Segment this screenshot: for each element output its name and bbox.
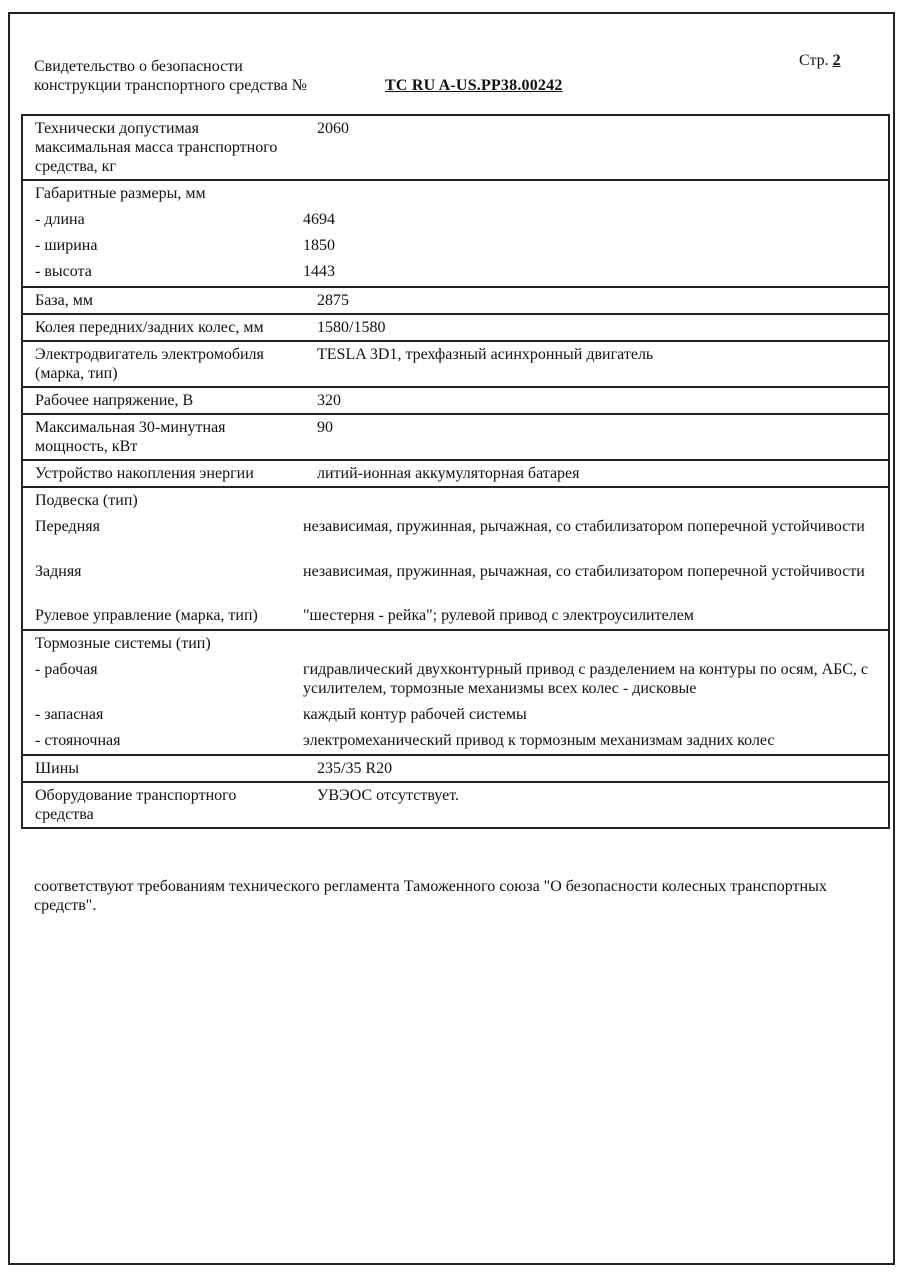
certificate-number: TC RU A-US.PP38.00242 xyxy=(385,77,563,94)
suspension-heading: Подвеска (тип) xyxy=(35,492,138,509)
page-indicator xyxy=(799,52,841,70)
label-power: Максимальная 30-минутная мощность, кВт xyxy=(35,419,226,455)
service-brake-label: - рабочая xyxy=(35,661,98,678)
spare-brake-label: - запасная xyxy=(35,706,104,723)
row-tires xyxy=(22,755,889,782)
label-motor: Электродвигатель электромобиля (марка, тип) xyxy=(35,346,264,382)
spec-table xyxy=(21,114,890,829)
height-value: 1443 xyxy=(303,263,335,280)
rear-suspension-value: независимая, пружинная, рычажная, со стабилизатором поперечной устойчивости xyxy=(303,563,865,580)
label-equipment: Оборудование транспортного средства xyxy=(35,787,237,823)
page-number: 2 xyxy=(832,52,841,69)
row-brakes xyxy=(22,630,889,755)
steering-value: "шестерня - рейка"; рулевой привод с электроусилителем xyxy=(303,607,694,624)
label-track: Колея передних/задних колес, мм xyxy=(35,319,264,336)
rear-suspension-label: Задняя xyxy=(35,563,82,580)
header-line-1: Свидетельство о безопасности xyxy=(34,58,243,75)
width-label: - ширина xyxy=(35,237,98,254)
spare-brake-value: каждый контур рабочей системы xyxy=(303,706,527,723)
brakes-heading: Тормозные системы (тип) xyxy=(35,635,211,652)
row-motor xyxy=(22,341,889,387)
row-power xyxy=(22,414,889,460)
row-mass xyxy=(22,115,889,180)
value-mass: 2060 xyxy=(317,120,349,137)
value-power: 90 xyxy=(317,419,333,436)
header-line-2: конструкции транспортного средства № xyxy=(34,77,308,94)
value-tires: 235/35 R20 xyxy=(317,760,393,777)
parking-brake-value: электромеханический привод к тормозным механизмам задних колес xyxy=(303,732,775,749)
front-suspension-label: Передняя xyxy=(35,518,100,535)
parking-brake-label: - стояночная xyxy=(35,732,121,749)
length-value: 4694 xyxy=(303,211,335,228)
value-equipment: УВЭОС отсутствует. xyxy=(317,787,460,804)
value-track: 1580/1580 xyxy=(317,319,386,336)
front-suspension-value: независимая, пружинная, рычажная, со стабилизатором поперечной устойчивости xyxy=(303,518,865,535)
row-base xyxy=(22,287,889,314)
width-value: 1850 xyxy=(303,237,335,254)
service-brake-value: гидравлический двухконтурный привод с разделением на контуры по осям, АБС, с усилителем, тормозные механизмы всех колес - дисковые xyxy=(303,661,868,697)
value-motor: TESLA 3D1, трехфазный асинхронный двигатель xyxy=(317,346,654,363)
steering-label: Рулевое управление (марка, тип) xyxy=(35,607,258,624)
row-voltage xyxy=(22,387,889,414)
page-label: Стр. xyxy=(799,52,829,69)
value-base: 2875 xyxy=(317,292,349,309)
label-mass: Технически допустимая максимальная масса транспортного средства, кг xyxy=(35,120,278,175)
row-energy-storage xyxy=(22,460,889,487)
row-suspension xyxy=(22,487,889,630)
label-tires: Шины xyxy=(35,760,80,777)
value-energy-storage: литий-ионная аккумуляторная батарея xyxy=(317,465,580,482)
value-voltage: 320 xyxy=(317,392,341,409)
length-label: - длина xyxy=(35,211,85,228)
document-header xyxy=(34,57,307,95)
row-track xyxy=(22,314,889,341)
height-label: - высота xyxy=(35,263,92,280)
compliance-statement: соответствуют требованиям технического регламента Таможенного союза "О безопасности колесных транспортных средств". xyxy=(34,878,827,914)
label-base: База, мм xyxy=(35,292,93,309)
row-dimensions xyxy=(22,180,889,287)
row-equipment xyxy=(22,782,889,828)
dimensions-heading: Габаритные размеры, мм xyxy=(35,185,206,202)
label-energy-storage: Устройство накопления энергии xyxy=(35,465,254,482)
label-voltage: Рабочее напряжение, В xyxy=(35,392,194,409)
